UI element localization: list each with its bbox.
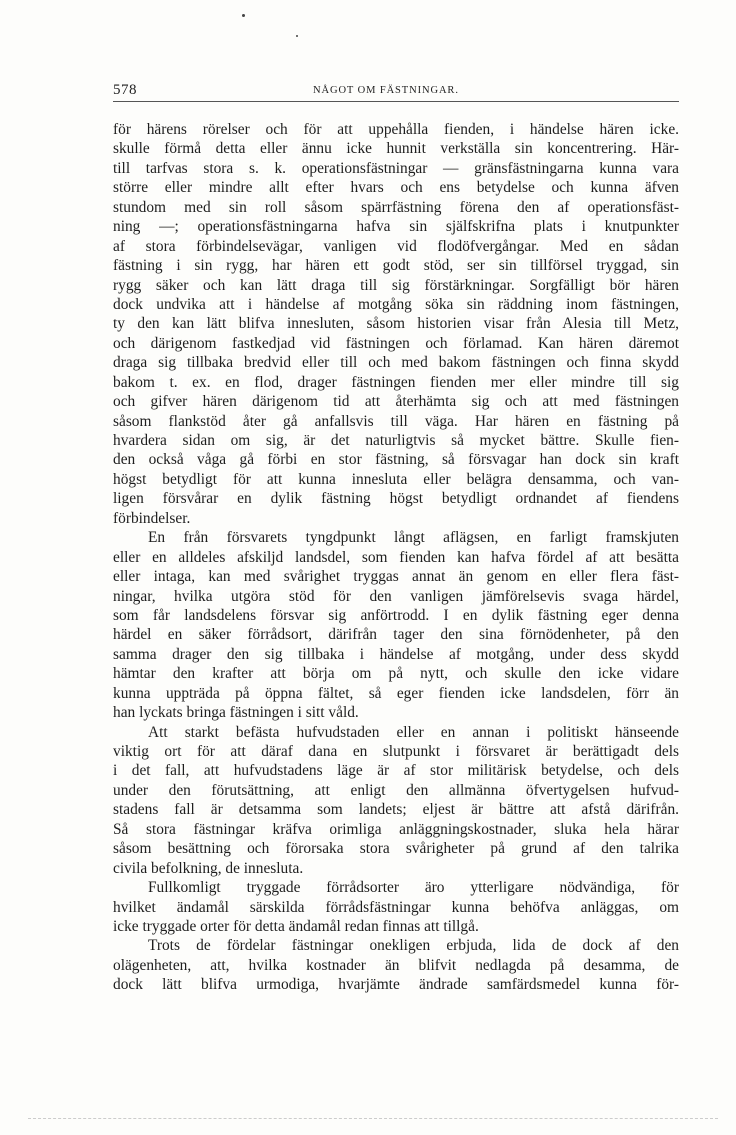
text-line: Att starkt befästa hufvudstaden eller en annan i politiskt hänseende: [148, 723, 679, 741]
text-line: för härens rörelser och för att uppehålla fienden, i händelse hären icke.: [113, 121, 679, 138]
text-line: fästning i sin rygg, har hären ett godt stöd, ser sin tillförsel tryggad, sin: [113, 257, 679, 275]
text-line: draga sig tillbaka bredvid eller till och med bakom fästningen och finna skydd: [113, 354, 679, 372]
text-line: såsom besättning och förorsaka stora svårigheter på grund af den talrika: [113, 840, 679, 858]
text-line: viktig ort för att däraf dana en slutpunkt i försvaret är berättigadt dels: [113, 743, 679, 760]
text-line: dock undvika att i händelse af motgång söka sin räddning inom fästningen,: [113, 295, 679, 313]
text-line: i det fall, att hufvudstadens läge är af stor militärisk betydelse, och dels: [113, 762, 679, 780]
header-rule: [113, 101, 679, 102]
text-line: icke tryggade orter för detta ändamål redan finnas att tillgå.: [113, 917, 479, 935]
text-line: dock lätt blifva urmodiga, hvarjämte ändrade samfärdsmedel kunna för-: [113, 976, 679, 994]
text-line: af stora förbindelsevägar, vanligen vid flodöfvergångar. Med en sådan: [113, 237, 679, 255]
text-line: härdel en säker förrådsort, därifrån tager den sina förnödenheter, på den: [113, 626, 679, 644]
text-line: förbindelser.: [113, 509, 191, 527]
text-line: ning —; operationsfästningarna hafva sin själfskrifna plats i knutpunkter: [113, 218, 679, 236]
text-line: samma drager den sig tillbaka i händelse af motgång, under dess skydd: [113, 645, 679, 663]
scan-edge: [28, 1118, 718, 1119]
body-text: [113, 120, 679, 995]
text-line: som får landsdelens försvar sig anförtrodd. I en dylik fästning eger denna: [113, 606, 679, 624]
text-line: hvardera sidan om sig, är det naturligtvis så mycket bättre. Skulle fien-: [113, 432, 679, 449]
text-line: Fullkomligt tryggade förrådsorter äro ytterligare nödvändiga, för: [148, 879, 679, 897]
text-line: stadens fall är detsamma som landets; eljest är bättre att afstå därifrån.: [113, 801, 679, 819]
ink-speck: [296, 35, 298, 37]
ink-speck: [242, 14, 245, 17]
text-line: ningar, hvilka utgöra stöd för den vanligen jämförelsevis svaga härdel,: [113, 587, 679, 605]
text-line: till tarfvas stora s. k. operationsfästningar — gränsfästningarna kunna vara: [113, 159, 679, 177]
text-line: under den förutsättning, att enligt den allmänna öfvertygelsen hufvud-: [113, 781, 679, 799]
text-line: större eller mindre allt efter hvars och ens betydelse och kunna äfven: [113, 179, 679, 197]
text-line: eller intaga, kan med svårighet tryggas annat än genom en eller flera fäst-: [113, 568, 679, 586]
text-line: han lyckats bringa fästningen i sitt våld.: [113, 704, 359, 722]
text-line: bakom t. ex. en flod, drager fästningen fienden mer eller mindre till sig: [113, 373, 679, 391]
text-line: och därigenom fastkedjad vid fästningen och förlamad. Kan hären däremot: [113, 334, 679, 352]
text-line: och gifver hären därigenom tid att återhämta sig och att med fästningen: [113, 393, 679, 411]
text-line: Så stora fästningar kräfva orimliga anläggningskostnader, sluka hela härar: [113, 820, 679, 838]
text-line: den också våga gå förbi en stor fästning, så försvagar han dock sin kraft: [113, 451, 679, 469]
text-line: En från försvarets tyngdpunkt långt aflägsen, en farligt framskjuten: [148, 529, 679, 547]
text-line: eller en alldeles afskiljd landsdel, som fienden kan hafva fördel af att besätta: [113, 548, 679, 566]
text-line: civila befolkning, de innesluta.: [113, 859, 304, 877]
text-line: hämtar den krafter att börja om på nytt, och skulle den icke vidare: [113, 665, 679, 683]
page-number: 578: [113, 82, 137, 98]
text-line: Trots de fördelar fästningar onekligen erbjuda, lida de dock af den: [148, 937, 679, 955]
text-line: hvilket ändamål särskilda förrådsfästningar kunna behöfva anläggas, om: [113, 898, 679, 916]
text-line: såsom flankstöd åter gå anfallsvis till väga. Har hären en fästning på: [113, 412, 679, 430]
text-line: kunna uppträda på öppna fältet, så eger fienden icke landsdelen, förr än: [113, 684, 679, 702]
text-line: högst betydligt för att kunna innesluta eller belägra densamma, och van-: [113, 470, 679, 488]
text-line: rygg säker och kan lätt draga till sig förstärkningar. Sorgfälligt bör hären: [113, 276, 679, 294]
page-header: [113, 82, 679, 102]
text-line: ty den kan lätt blifva innesluten, såsom historien visar från Alesia till Metz,: [113, 315, 679, 333]
text-line: olägenheten, att, hvilka kostnader än blifvit nedlagda på desamma, de: [113, 956, 679, 974]
running-title: NÅGOT OM FÄSTNINGAR.: [313, 85, 459, 96]
text-line: stundom med sin roll såsom spärrfästning förena den af operationsfäst-: [113, 198, 679, 216]
text-line: skulle förmå detta eller ännu icke hunnit verkställa sin koncentrering. Här-: [113, 140, 679, 158]
text-line: ligen försvårar en dylik fästning högst betydligt ordnandet af fiendens: [113, 490, 679, 508]
